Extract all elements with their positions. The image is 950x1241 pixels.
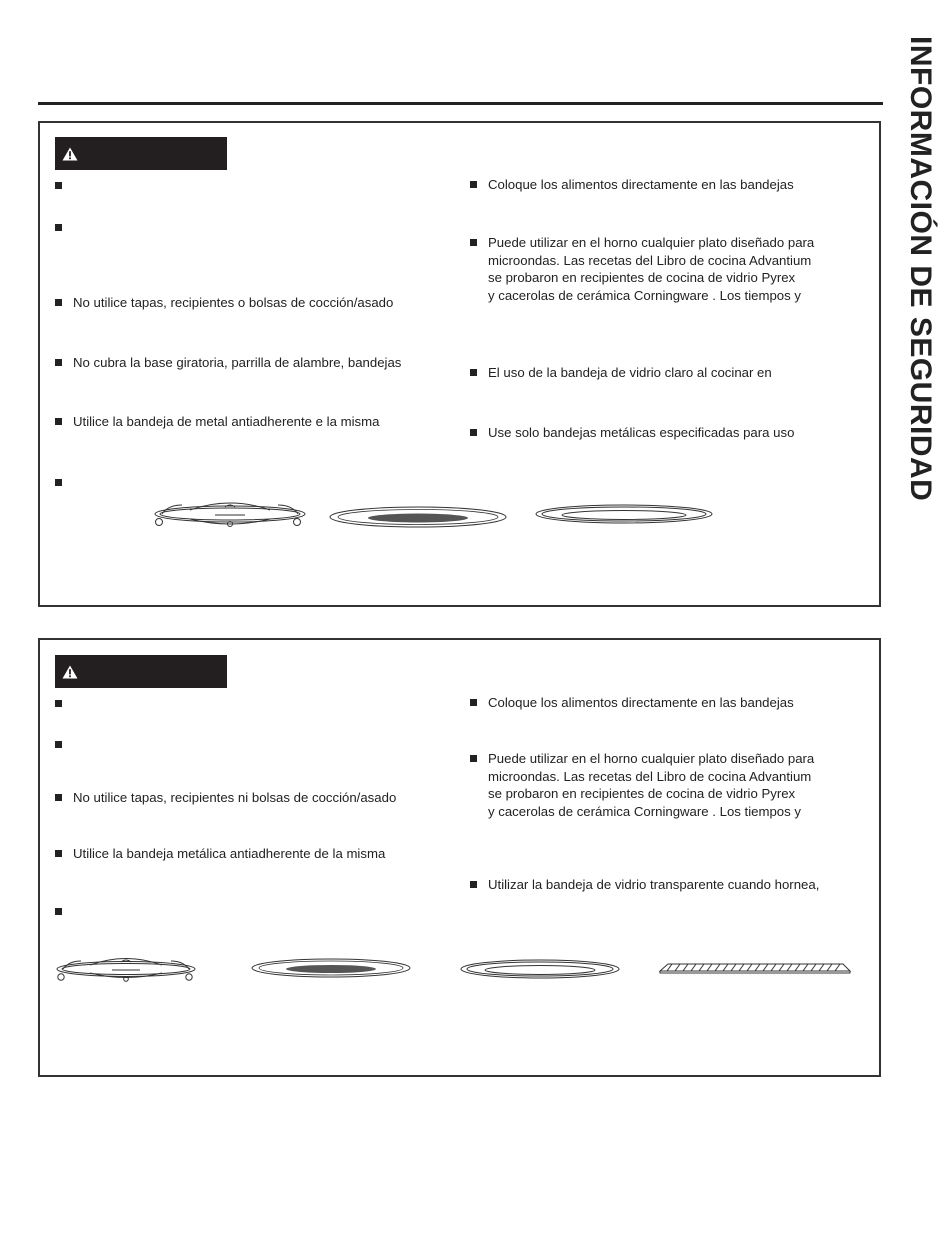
list-item: Coloque los alimentos directamente en las bandejas [470,176,794,194]
glass-tray-icon [461,960,619,978]
list-item: Utilice la bandeja de metal antiadherente e la misma [55,413,379,431]
cookware-illustrations [40,123,879,605]
glass-tray-icon [536,505,712,523]
wire-rack-icon [57,959,195,982]
oven-rack-icon [660,964,850,973]
list-item: Utilice la bandeja metálica antiadherente de la misma [55,845,385,863]
side-title: INFORMACIÓN DE SEGURIDAD [904,36,937,502]
list-item: Puede utilizar en el horno cualquier plato diseñado para microondas. Las recetas del Libro de cocina Advantium se probaron en recipientes de cocina de vidrio Pyrex y cacerolas de cerámica Corningware . Los tiempos y [470,750,814,820]
list-item: El uso de la bandeja de vidrio claro al cocinar en [470,364,772,382]
warning-panel-1 [38,121,881,607]
list-item: No utilice tapas, recipientes ni bolsas de cocción/asado [55,789,396,807]
cookware-illustrations [40,640,879,1075]
wire-rack-icon [155,503,305,527]
list-item: No utilice tapas, recipientes o bolsas de cocción/asado [55,294,393,312]
top-rule [38,102,883,105]
nonstick-tray-icon [330,507,506,527]
list-item: Coloque los alimentos directamente en las bandejas [470,694,794,712]
list-item: No cubra la base giratoria, parrilla de alambre, bandejas [55,354,401,372]
list-item: Utilizar la bandeja de vidrio transparente cuando hornea, [470,876,819,894]
list-item: Use solo bandejas metálicas especificadas para uso [470,424,794,442]
list-item: Puede utilizar en el horno cualquier plato diseñado para microondas. Las recetas del Libro de cocina Advantium se probaron en recipientes de cocina de vidrio Pyrex y cacerolas de cerámica Corningware . Los tiempos y [470,234,814,304]
warning-panel-2 [38,638,881,1077]
nonstick-tray-icon [252,959,410,977]
